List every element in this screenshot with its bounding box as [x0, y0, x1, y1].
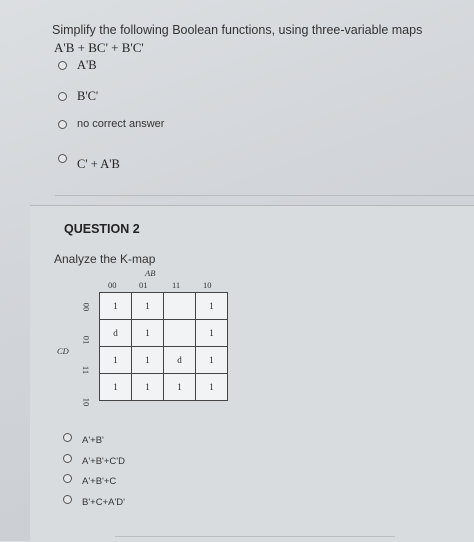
q1-option-4-label: C' + A'B [77, 157, 120, 171]
q1-option-1-label: A'B [77, 58, 97, 72]
q2-option-1-label: A'+B' [82, 435, 104, 446]
question-1-expression: A'B + BC' + B'C' [54, 40, 144, 55]
kmap-row-header-10: 10 [81, 397, 92, 407]
kmap-row-header-11: 11 [81, 365, 92, 375]
q1-option-3[interactable] [58, 118, 164, 130]
karnaugh-map [99, 292, 228, 401]
q1-option-3-radio[interactable] [58, 120, 67, 129]
q1-option-3-label: no correct answer [77, 118, 165, 130]
q1-option-1-radio[interactable] [58, 61, 67, 70]
q2-option-4-radio[interactable] [63, 495, 72, 504]
q1-option-2[interactable] [58, 89, 98, 104]
bottom-divider [115, 536, 395, 537]
q2-option-4-label: B'+C+A'D' [82, 497, 125, 508]
kmap-col-header-01: 01 [139, 280, 148, 290]
kmap-cell: 1 [100, 374, 132, 401]
q2-option-3[interactable] [63, 469, 116, 487]
kmap-row-header-01: 01 [81, 335, 92, 345]
kmap-col-header-00: 00 [108, 280, 117, 290]
kmap-cell [164, 293, 196, 320]
q1-option-2-radio[interactable] [58, 92, 67, 101]
kmap-column-variable: AB [145, 268, 156, 278]
q2-option-1[interactable] [63, 428, 104, 446]
kmap-row [100, 320, 228, 347]
kmap-cell: 1 [196, 320, 228, 347]
kmap-cell: d [164, 347, 196, 374]
question-divider [55, 195, 474, 196]
q2-option-3-radio[interactable] [63, 474, 72, 483]
q2-option-4[interactable] [63, 490, 125, 508]
q1-option-4-radio[interactable] [58, 154, 67, 163]
kmap-cell: 1 [164, 374, 196, 401]
kmap-row-variable: CD [57, 346, 69, 356]
kmap-cell: 1 [100, 293, 132, 320]
question-1-prompt: Simplify the following Boolean functions, using three-variable maps [52, 23, 423, 37]
q1-option-4[interactable] [58, 145, 120, 172]
q1-option-2-label: B'C' [77, 89, 99, 103]
q1-option-1[interactable] [58, 58, 97, 73]
question-2-heading: QUESTION 2 [64, 222, 140, 236]
kmap-row [100, 347, 228, 374]
q2-option-3-label: A'+B'+C [82, 476, 117, 487]
kmap-cell: 1 [132, 374, 164, 401]
kmap-cell [164, 320, 196, 347]
kmap-cell: 1 [132, 293, 164, 320]
kmap-cell: 1 [196, 293, 228, 320]
kmap-cell: 1 [132, 347, 164, 374]
kmap-cell: 1 [132, 320, 164, 347]
q2-option-1-radio[interactable] [63, 433, 72, 442]
kmap-row-header-00: 00 [81, 302, 92, 312]
kmap-col-header-10: 10 [203, 280, 212, 290]
kmap-cell: d [100, 320, 132, 347]
kmap-col-header-11: 11 [172, 280, 181, 290]
kmap-cell: 1 [100, 347, 132, 374]
kmap-cell: 1 [196, 374, 228, 401]
q2-option-2-label: A'+B'+C'D [82, 456, 125, 467]
kmap-row [100, 293, 228, 320]
kmap-row [100, 374, 228, 401]
kmap-cell: 1 [196, 347, 228, 374]
q2-option-2-radio[interactable] [63, 454, 72, 463]
question-2-prompt: Analyze the K-map [54, 252, 156, 266]
q2-option-2[interactable] [63, 449, 125, 467]
